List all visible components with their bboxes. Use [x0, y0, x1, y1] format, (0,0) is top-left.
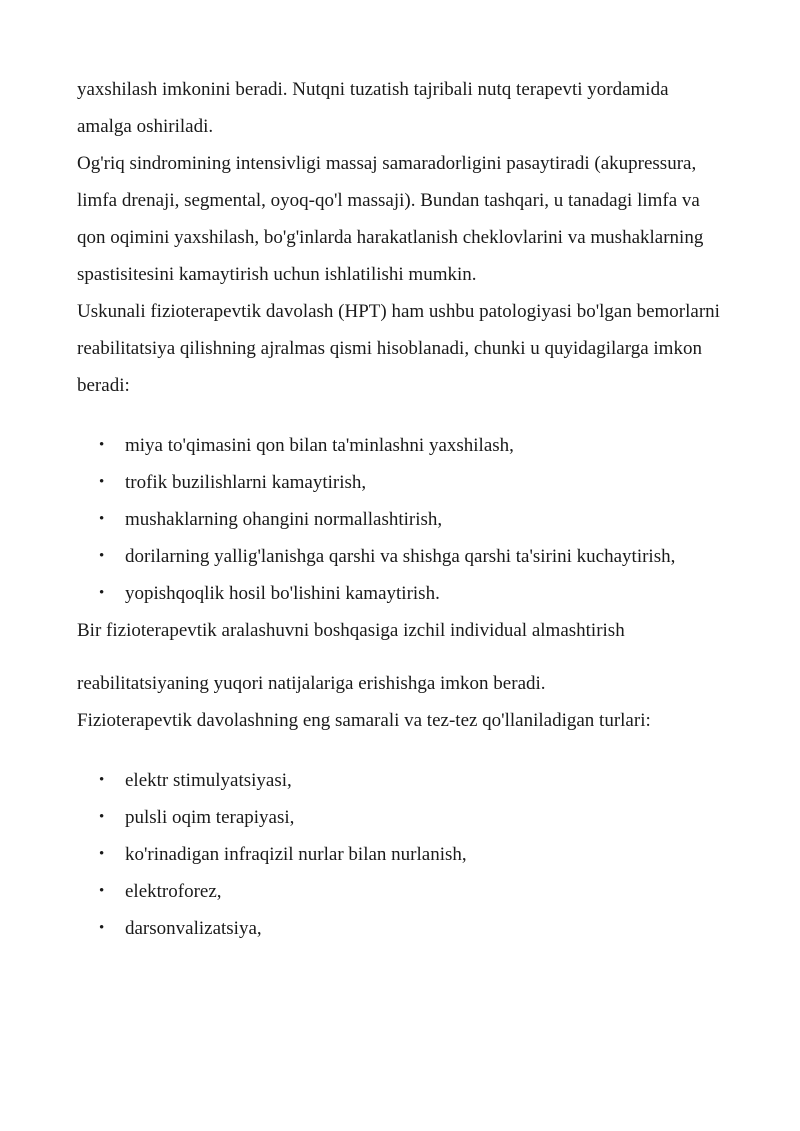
- list-item: • trofik buzilishlarni kamaytirish,: [77, 464, 727, 501]
- paragraph-speech-correction: yaxshilash imkonini beradi. Nutqni tuzatish tajribali nutq terapevti yordamida amalga oshiriladi.: [77, 79, 669, 137]
- list-item: • miya to'qimasini qon bilan ta'minlashni yaxshilash,: [77, 427, 727, 464]
- list-item: • ko'rinadigan infraqizil nurlar bilan nurlanish,: [77, 836, 727, 873]
- paragraph-physiotherapy-intro: Uskunali fizioterapevtik davolash (HPT) ham ushbu patologiyasi bo'lgan bemorlarni reabilitatsiya qilishning ajralmas qismi hisoblanadi, chunki u quyidagilarga imkon beradi:: [77, 301, 720, 396]
- list-item: • pulsli oqim terapiyasi,: [77, 799, 727, 836]
- list-item: • darsonvalizatsiya,: [77, 910, 727, 947]
- document-page: [77, 71, 727, 947]
- list-item: • mushaklarning ohangini normallashtirish,: [77, 501, 727, 538]
- list-item: • yopishqoqlik hosil bo'lishini kamaytirish.: [77, 575, 727, 612]
- list-item: • elektroforez,: [77, 873, 727, 910]
- treatments-list: [77, 762, 727, 947]
- paragraph-results: reabilitatsiyaning yuqori natijalariga erishishga imkon beradi.: [77, 673, 546, 694]
- paragraph-treatment-types: Fizioterapevtik davolashning eng samarali va tez-tez qo'llaniladigan turlari:: [77, 710, 651, 731]
- paragraph-massage: Og'riq sindromining intensivligi massaj samaradorligini pasaytiradi (akupressura, limfa drenaji, segmental, oyoq-qo'l massaji). Bundan tashqari, u tanadagi limfa va qon oqimini yaxshilash, bo'g'inlarda harakatlanish cheklovlarini va mushaklarning spastisitesini kamaytirish uchun ishlatilishi mumkin.: [77, 153, 704, 285]
- list-item: • elektr stimulyatsiyasi,: [77, 762, 727, 799]
- benefits-list: [77, 427, 727, 612]
- paragraph-alternation: Bir fizioterapevtik aralashuvni boshqasiga izchil individual almashtirish: [77, 620, 625, 641]
- list-item: • dorilarning yallig'lanishga qarshi va shishga qarshi ta'sirini kuchaytirish,: [77, 538, 727, 575]
